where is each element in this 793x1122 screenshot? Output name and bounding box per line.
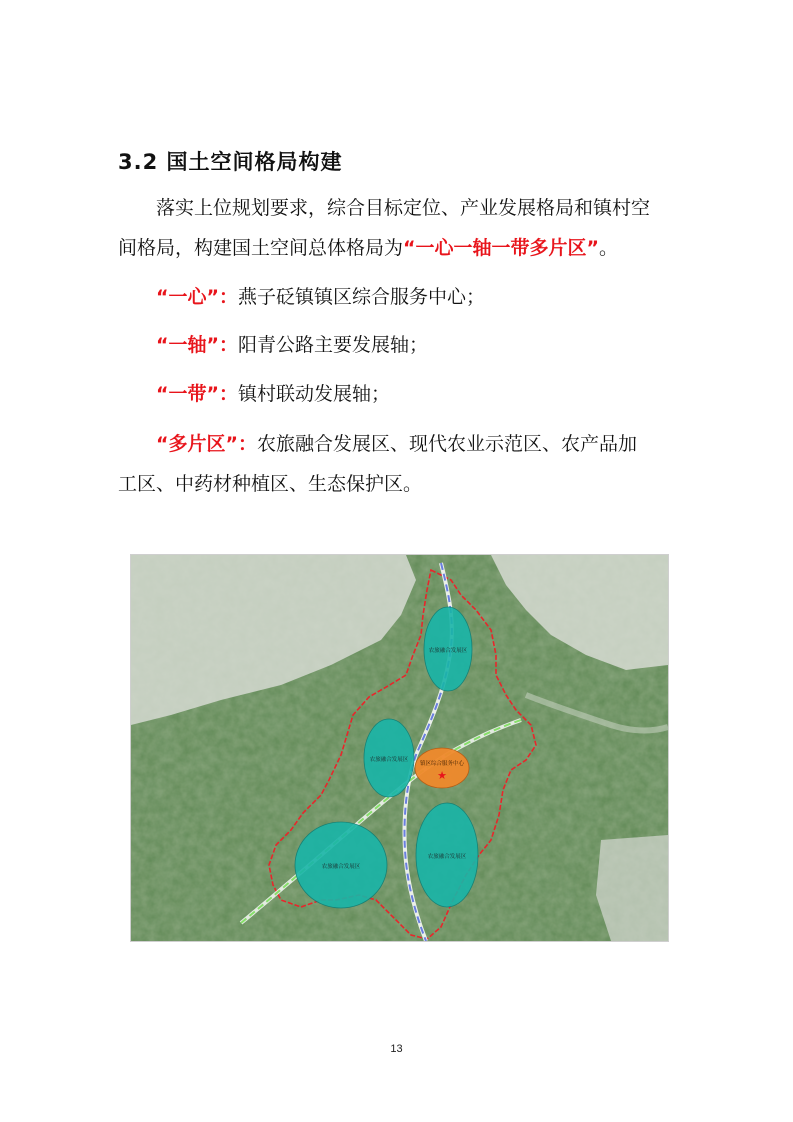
list-item-center [156, 277, 485, 317]
section-number: 3.2 [118, 150, 159, 174]
intro-line-2 [118, 228, 678, 268]
multi-term: “多片区”： [156, 433, 257, 455]
faded-area-southeast [596, 835, 668, 941]
star-icon: ★ [437, 769, 447, 782]
item-desc: 镇村联动发展轴； [237, 383, 390, 405]
zone-label: 农旅融合发展区 [369, 757, 409, 763]
intro-paragraph [118, 188, 678, 268]
intro-line-2-prefix: 间格局，构建国土空间总体格局为 [118, 237, 404, 259]
zone-southeast [416, 803, 478, 907]
zone-label: 农旅融合发展区 [427, 854, 467, 860]
section-title: 国土空间格局构建 [166, 150, 343, 174]
item-desc: 阳青公路主要发展轴； [237, 334, 428, 356]
multi-line-1-desc: 农旅融合发展区、现代农业示范区、农产品加 [256, 433, 637, 455]
intro-line-1: 落实上位规划要求，综合目标定位、产业发展格局和镇村空 [156, 197, 651, 219]
item-term: “一轴”： [156, 334, 238, 356]
multi-line-1 [118, 424, 678, 464]
zone-west [364, 719, 414, 797]
map-svg [131, 555, 668, 941]
section-heading [118, 146, 343, 176]
intro-line-2-suffix: 。 [599, 237, 619, 259]
item-desc: 燕子砭镇镇区综合服务中心； [237, 286, 485, 308]
zone-label: 农旅融合发展区 [428, 648, 468, 654]
list-item-belt [156, 374, 390, 414]
multi-zone-paragraph [118, 424, 678, 504]
spatial-pattern-map [130, 554, 669, 942]
item-term: “一带”： [156, 383, 238, 405]
intro-highlight: “一心一轴一带多片区” [403, 237, 599, 259]
center-label: 镇区综合服务中心 [419, 761, 465, 767]
town-service-center [415, 748, 469, 788]
zone-southwest [295, 822, 387, 908]
zone-label: 农旅融合发展区 [321, 864, 361, 870]
zone-north [424, 607, 472, 691]
list-item-axis [156, 325, 428, 365]
page-number: 13 [390, 1043, 403, 1055]
multi-line-2: 工区、中药材种植区、生态保护区。 [118, 473, 423, 495]
item-term: “一心”： [156, 286, 238, 308]
